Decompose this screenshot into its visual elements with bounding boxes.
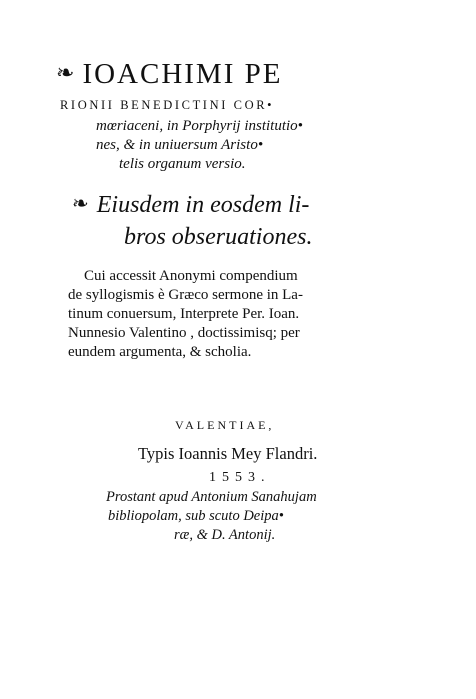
section-line-1: Eiusdem in eosdem li- [96, 192, 310, 218]
title-line-4: nes, & in uniuersum Aristo• [96, 137, 264, 153]
imprint-printer: Typis Ioannis Mey Flandri. [138, 444, 318, 463]
fleuron-icon: ❧ [72, 193, 89, 215]
author-name: IOACHIMI PE [82, 58, 283, 90]
imprint-year: 1553. [209, 470, 271, 485]
imprint-line: ræ, & D. Antonij. [174, 527, 276, 543]
body-line: tinum conuersum, Interprete Per. Ioan. [68, 306, 300, 322]
body-line: Cui accessit Anonymi compendium [84, 268, 298, 284]
imprint-line: bibliopolam, sub scuto Deipa• [108, 508, 284, 524]
imprint-city: VALENTIAE, [175, 418, 275, 432]
title-heading [56, 58, 282, 91]
title-line-2: RIONII BENEDICTINI COR• [60, 98, 275, 112]
body-line: eundem argumenta, & scholia. [68, 344, 252, 360]
section-line-2: bros obseruationes. [124, 224, 313, 250]
imprint-line: Prostant apud Antonium Sanahujam [106, 489, 317, 505]
section-heading [72, 191, 309, 219]
title-line-5: telis organum versio. [119, 156, 246, 172]
body-line: de syllogismis è Græco sermone in La- [68, 287, 303, 303]
title-line-3: mœriaceni, in Porphyrij institutio• [96, 118, 303, 134]
body-line: Nunnesio Valentino , doctissimisq; per [68, 325, 300, 341]
fleuron-icon: ❧ [56, 60, 77, 85]
